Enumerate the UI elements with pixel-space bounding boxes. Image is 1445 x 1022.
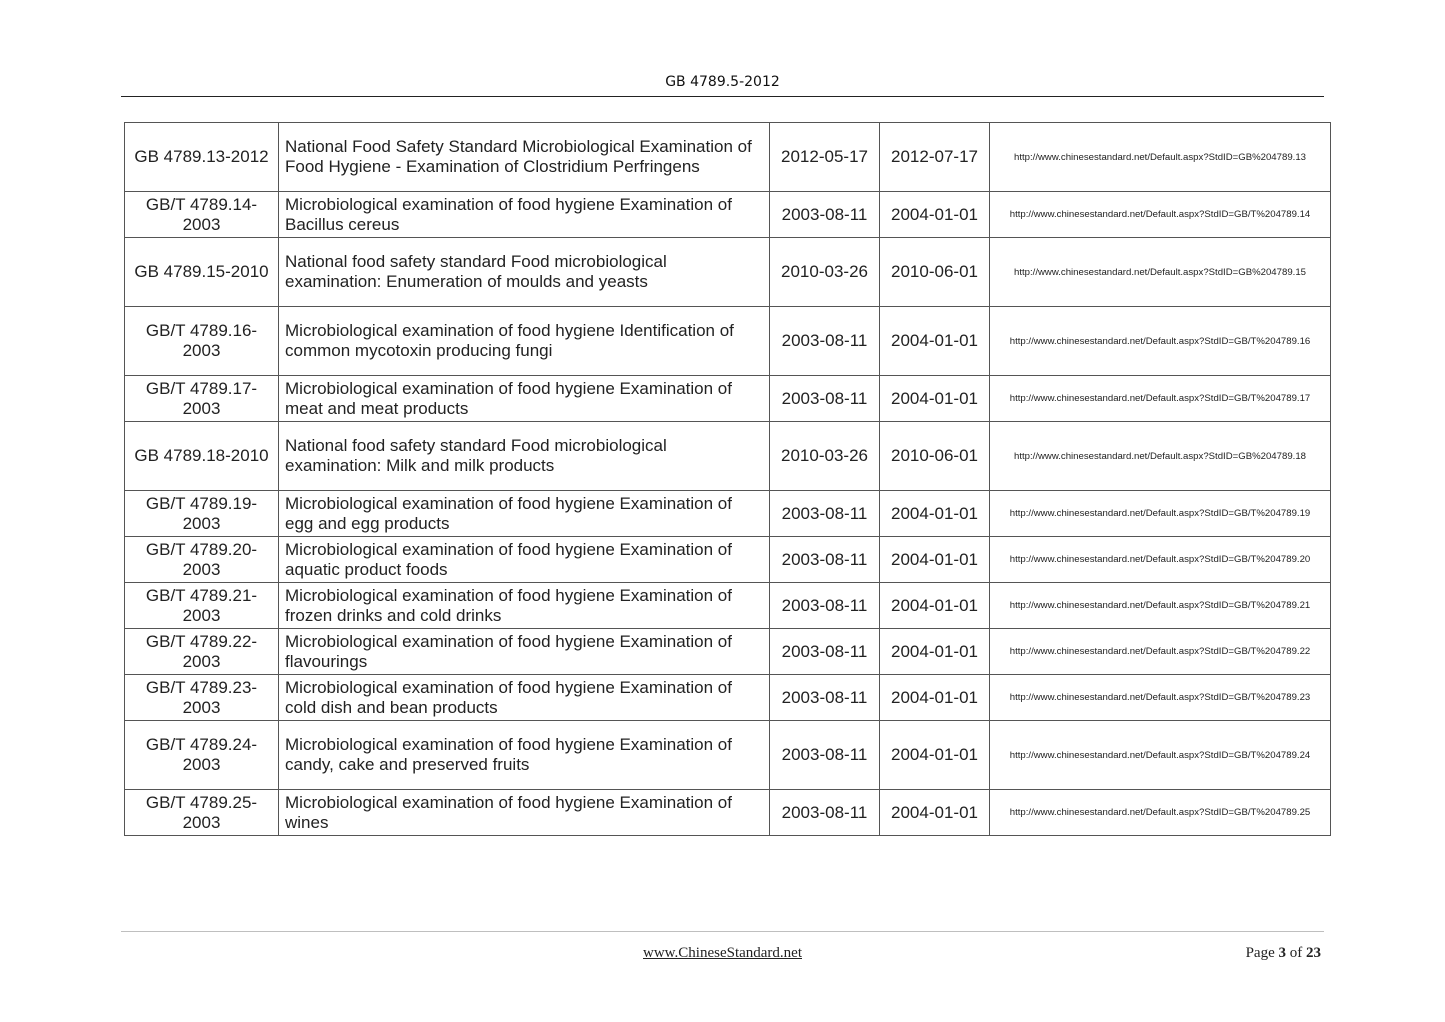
standard-code-cell: GB 4789.18-2010 [125,422,279,491]
issue-date-cell: 2003-08-11 [770,583,880,629]
implement-date-cell: 2004-01-01 [880,721,990,790]
standard-url-link[interactable]: http://www.chinesestandard.net/Default.aspx?StdID=GB/T%204789.21 [990,583,1331,629]
implement-date-cell: 2004-01-01 [880,790,990,836]
table-row [125,192,1331,238]
standard-name-cell: Microbiological examination of food hygiene Identification of common mycotoxin producing fungi [279,307,770,376]
standard-url-link[interactable]: http://www.chinesestandard.net/Default.aspx?StdID=GB/T%204789.23 [990,675,1331,721]
issue-date-cell: 2003-08-11 [770,721,880,790]
implement-date-cell: 2012-07-17 [880,123,990,192]
table-row [125,491,1331,537]
issue-date-cell: 2003-08-11 [770,675,880,721]
standard-name-cell: Microbiological examination of food hygiene Examination of cold dish and bean products [279,675,770,721]
standard-url-link[interactable]: http://www.chinesestandard.net/Default.aspx?StdID=GB/T%204789.19 [990,491,1331,537]
standard-name-cell: Microbiological examination of food hygiene Examination of flavourings [279,629,770,675]
standard-url-link[interactable]: http://www.chinesestandard.net/Default.aspx?StdID=GB/T%204789.17 [990,376,1331,422]
page-current: 3 [1278,945,1286,961]
standard-url-link[interactable]: http://www.chinesestandard.net/Default.aspx?StdID=GB/T%204789.14 [990,192,1331,238]
standard-url-link[interactable]: http://www.chinesestandard.net/Default.aspx?StdID=GB%204789.15 [990,238,1331,307]
implement-date-cell: 2004-01-01 [880,376,990,422]
standard-url-link[interactable]: http://www.chinesestandard.net/Default.aspx?StdID=GB/T%204789.20 [990,537,1331,583]
standard-name-cell: Microbiological examination of food hygiene Examination of aquatic product foods [279,537,770,583]
standard-code-cell: GB/T 4789.25-2003 [125,790,279,836]
standard-name-cell: Microbiological examination of food hygiene Examination of candy, cake and preserved fruits [279,721,770,790]
standard-code-cell: GB 4789.13-2012 [125,123,279,192]
table-row [125,123,1331,192]
page-prefix: Page [1245,945,1275,961]
implement-date-cell: 2004-01-01 [880,307,990,376]
standard-code-cell: GB/T 4789.22-2003 [125,629,279,675]
issue-date-cell: 2003-08-11 [770,537,880,583]
standard-url-link[interactable]: http://www.chinesestandard.net/Default.aspx?StdID=GB/T%204789.24 [990,721,1331,790]
page-number [1246,945,1321,962]
footer-rule [121,931,1324,932]
page-header-title: GB 4789.5-2012 [665,74,780,90]
table-row [125,629,1331,675]
standard-url-link[interactable]: http://www.chinesestandard.net/Default.aspx?StdID=GB/T%204789.25 [990,790,1331,836]
issue-date-cell: 2010-03-26 [770,238,880,307]
implement-date-cell: 2004-01-01 [880,537,990,583]
table-row [125,422,1331,491]
issue-date-cell: 2003-08-11 [770,376,880,422]
implement-date-cell: 2004-01-01 [880,583,990,629]
standard-name-cell: Microbiological examination of food hygiene Examination of egg and egg products [279,491,770,537]
standard-code-cell: GB/T 4789.19-2003 [125,491,279,537]
implement-date-cell: 2010-06-01 [880,238,990,307]
issue-date-cell: 2012-05-17 [770,123,880,192]
issue-date-cell: 2003-08-11 [770,629,880,675]
standard-code-cell: GB/T 4789.20-2003 [125,537,279,583]
table-row [125,537,1331,583]
issue-date-cell: 2003-08-11 [770,192,880,238]
standard-name-cell: National food safety standard Food microbiological examination: Milk and milk products [279,422,770,491]
table-row [125,790,1331,836]
issue-date-cell: 2010-03-26 [770,422,880,491]
table-row [125,376,1331,422]
standard-name-cell: Microbiological examination of food hygiene Examination of wines [279,790,770,836]
page-of: of [1289,945,1303,961]
standard-code-cell: GB/T 4789.23-2003 [125,675,279,721]
issue-date-cell: 2003-08-11 [770,790,880,836]
standard-url-link[interactable]: http://www.chinesestandard.net/Default.aspx?StdID=GB/T%204789.16 [990,307,1331,376]
issue-date-cell: 2003-08-11 [770,491,880,537]
standard-code-cell: GB/T 4789.21-2003 [125,583,279,629]
implement-date-cell: 2004-01-01 [880,675,990,721]
issue-date-cell: 2003-08-11 [770,307,880,376]
standard-url-link[interactable]: http://www.chinesestandard.net/Default.aspx?StdID=GB%204789.18 [990,422,1331,491]
standard-url-link[interactable]: http://www.chinesestandard.net/Default.aspx?StdID=GB/T%204789.22 [990,629,1331,675]
table-row [125,675,1331,721]
implement-date-cell: 2004-01-01 [880,192,990,238]
standard-code-cell: GB/T 4789.14-2003 [125,192,279,238]
standard-code-cell: GB/T 4789.24-2003 [125,721,279,790]
footer-site-link[interactable]: www.ChineseStandard.net [643,945,802,961]
table-row [125,307,1331,376]
page-total: 23 [1306,945,1321,961]
standards-table [124,122,1331,836]
implement-date-cell: 2004-01-01 [880,491,990,537]
implement-date-cell: 2004-01-01 [880,629,990,675]
standard-url-link[interactable]: http://www.chinesestandard.net/Default.aspx?StdID=GB%204789.13 [990,123,1331,192]
standard-code-cell: GB/T 4789.17-2003 [125,376,279,422]
standard-name-cell: Microbiological examination of food hygiene Examination of frozen drinks and cold drinks [279,583,770,629]
standard-name-cell: Microbiological examination of food hygiene Examination of Bacillus cereus [279,192,770,238]
standard-name-cell: National Food Safety Standard Microbiological Examination of Food Hygiene - Examination of Clostridium Perfringens [279,123,770,192]
standard-name-cell: National food safety standard Food microbiological examination: Enumeration of moulds and yeasts [279,238,770,307]
table-row [125,721,1331,790]
table-row [125,238,1331,307]
standard-name-cell: Microbiological examination of food hygiene Examination of meat and meat products [279,376,770,422]
table-row [125,583,1331,629]
standard-code-cell: GB 4789.15-2010 [125,238,279,307]
implement-date-cell: 2010-06-01 [880,422,990,491]
standard-code-cell: GB/T 4789.16-2003 [125,307,279,376]
header-rule [121,96,1324,97]
